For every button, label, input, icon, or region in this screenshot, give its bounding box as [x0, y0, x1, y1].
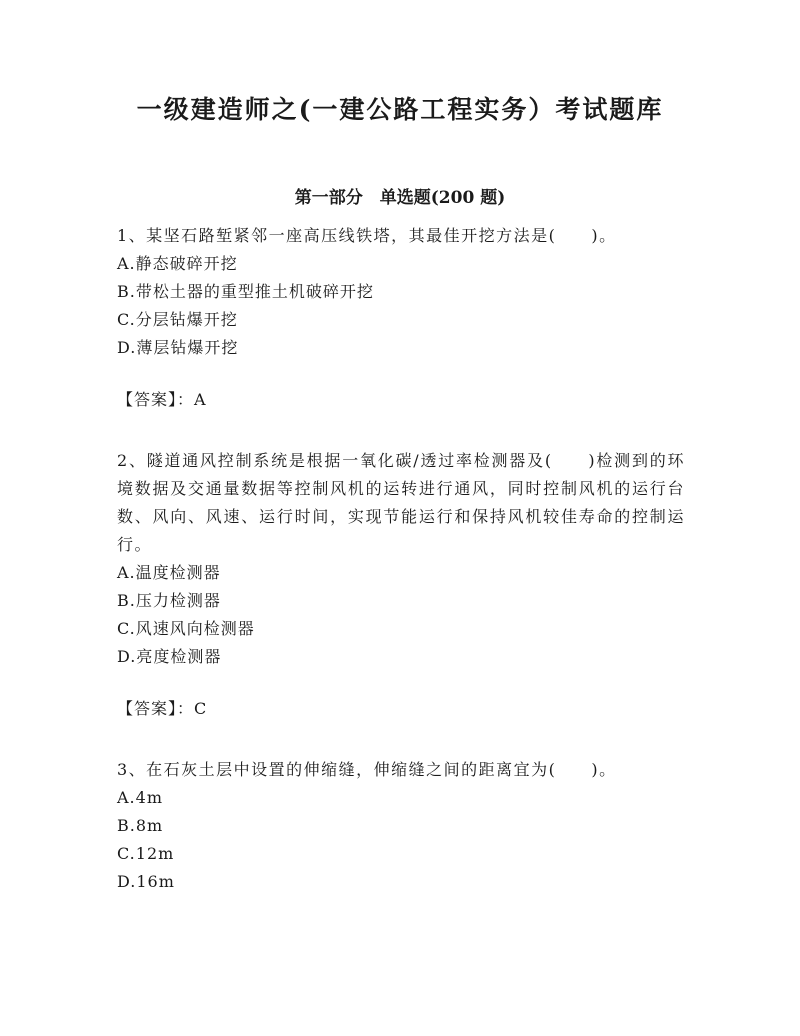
option-d: D.16m	[117, 872, 175, 891]
question-stem: 3、在石灰土层中设置的伸缩缝，伸缩缝之间的距离宜为( )。	[117, 760, 617, 779]
option-b: B.压力检测器	[117, 591, 221, 610]
option-c: C.分层钻爆开挖	[117, 310, 238, 329]
answer-line	[117, 386, 685, 414]
option-a: A.温度检测器	[117, 563, 221, 582]
document-title: 一级建造师之(一建公路工程实务）考试题库	[136, 95, 664, 124]
option-a: A.静态破碎开挖	[117, 254, 238, 273]
option-c: C.风速风向检测器	[117, 619, 255, 638]
question-list	[117, 222, 685, 896]
answer-label: 【答案】：	[117, 390, 195, 409]
option-a: A.4m	[117, 788, 163, 807]
question-3	[117, 756, 685, 896]
question-1	[117, 222, 685, 414]
option-d: D.亮度检测器	[117, 647, 222, 666]
option-d: D.薄层钻爆开挖	[117, 338, 239, 357]
answer-value: C	[194, 699, 208, 718]
option-c: C.12m	[117, 844, 175, 863]
option-b: B.8m	[117, 816, 164, 835]
question-spacer	[117, 414, 685, 447]
section-title: 第一部分 单选题(200 题)	[294, 188, 506, 208]
question-stem: 1、某坚石路堑紧邻一座高压线铁塔，其最佳开挖方法是( )。	[117, 226, 617, 245]
question-spacer	[117, 723, 685, 756]
question-2	[117, 447, 685, 723]
question-stem: 2、隧道通风控制系统是根据一氧化碳/透过率检测器及( )检测到的环境数据及交通量数据等控制风机的运转进行通风，同时控制风机的运行台数、风向、风速、运行时间，实现节能运行和保持风机较佳寿命的控制运行。	[117, 451, 685, 554]
option-b: B.带松土器的重型推土机破碎开挖	[117, 282, 374, 301]
answer-value: A	[194, 390, 207, 409]
answer-line	[117, 695, 685, 723]
answer-label: 【答案】：	[117, 699, 195, 718]
